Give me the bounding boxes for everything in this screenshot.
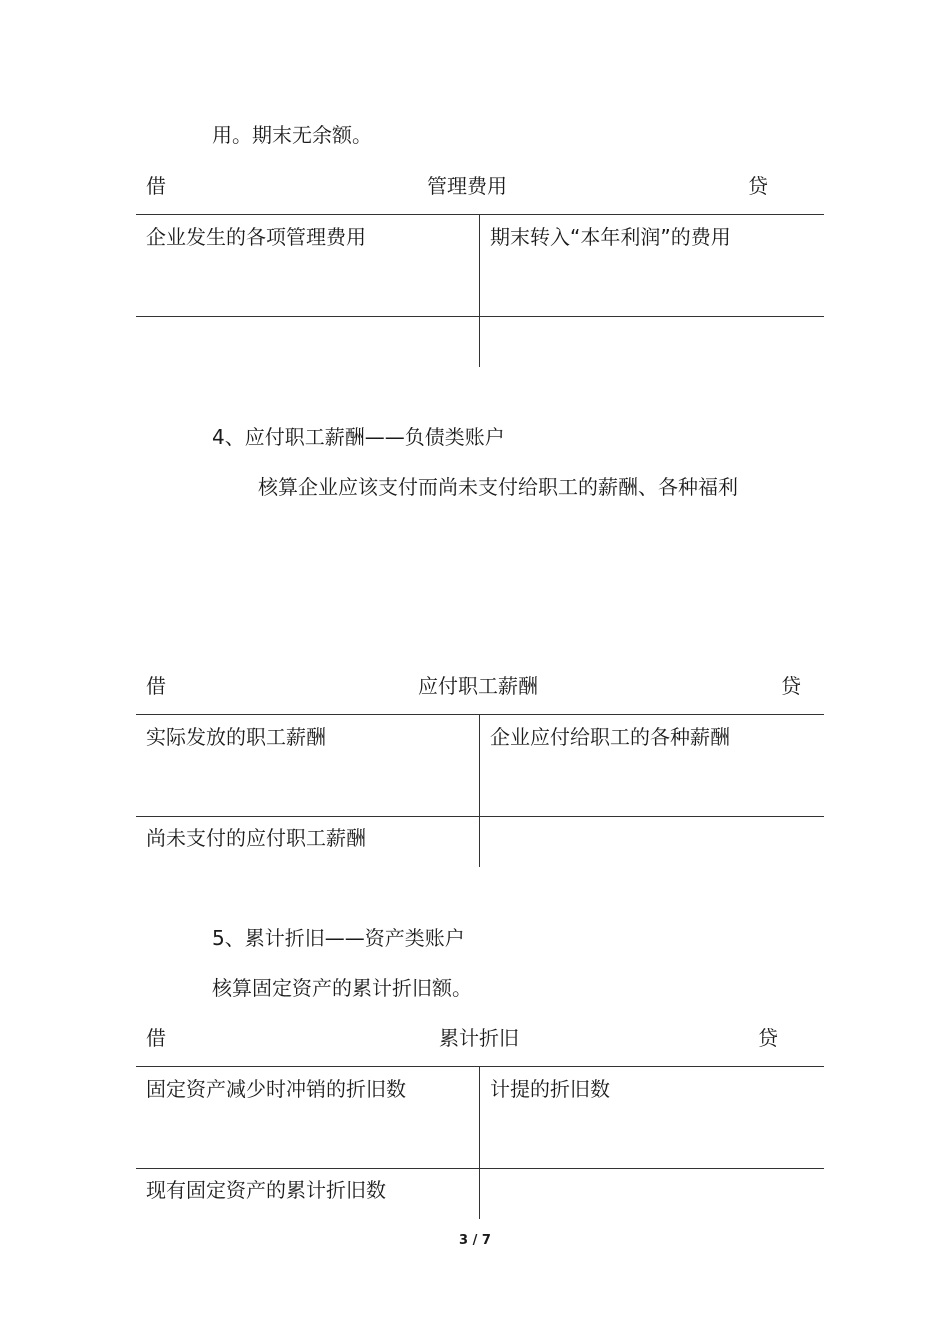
account-title: 管理费用 bbox=[427, 174, 507, 198]
t-account-depreciation bbox=[136, 1066, 824, 1219]
t-account-top-rule bbox=[136, 214, 824, 215]
t-account-top-rule bbox=[136, 714, 824, 715]
credit-label: 贷 bbox=[758, 1026, 778, 1050]
debit-entry: 实际发放的职工薪酬 bbox=[146, 725, 326, 749]
t-account-header-depreciation bbox=[136, 1024, 824, 1054]
debit-label: 借 bbox=[146, 174, 166, 198]
paragraph-continuation: 用。期末无余额。 bbox=[212, 123, 372, 147]
t-account-header-admin-expense bbox=[136, 172, 824, 202]
debit-label: 借 bbox=[146, 1026, 166, 1050]
t-account-admin-expense bbox=[136, 214, 824, 367]
t-account-header-payroll bbox=[136, 672, 824, 702]
account-title: 应付职工薪酬 bbox=[418, 674, 538, 698]
debit-entry: 企业发生的各项管理费用 bbox=[146, 225, 366, 249]
section-heading-5: 5、累计折旧——资产类账户 bbox=[212, 926, 465, 950]
balance-entry: 尚未支付的应付职工薪酬 bbox=[146, 826, 366, 850]
credit-entry: 计提的折旧数 bbox=[490, 1077, 610, 1101]
credit-label: 贷 bbox=[748, 174, 768, 198]
section-description-5: 核算固定资产的累计折旧额。 bbox=[212, 976, 472, 1000]
debit-entry: 固定资产减少时冲销的折旧数 bbox=[146, 1077, 406, 1101]
t-account-center-rule bbox=[479, 214, 480, 367]
t-account-balance-rule bbox=[136, 1168, 824, 1169]
t-account-center-rule bbox=[479, 1066, 480, 1219]
credit-label: 贷 bbox=[781, 674, 801, 698]
t-account-center-rule bbox=[479, 714, 480, 867]
credit-entry: 期末转入“本年利润”的费用 bbox=[490, 225, 731, 249]
section-heading-4: 4、应付职工薪酬——负债类账户 bbox=[212, 425, 505, 449]
t-account-balance-rule bbox=[136, 816, 824, 817]
t-account-balance-rule bbox=[136, 316, 824, 317]
debit-label: 借 bbox=[146, 674, 166, 698]
page-number: 3 / 7 bbox=[459, 1233, 491, 1248]
t-account-payroll bbox=[136, 714, 824, 867]
section-description-4: 核算企业应该支付而尚未支付给职工的薪酬、各种福利 bbox=[258, 475, 738, 499]
credit-entry: 企业应付给职工的各种薪酬 bbox=[490, 725, 730, 749]
account-title: 累计折旧 bbox=[439, 1026, 519, 1050]
balance-entry: 现有固定资产的累计折旧数 bbox=[146, 1178, 386, 1202]
t-account-top-rule bbox=[136, 1066, 824, 1067]
